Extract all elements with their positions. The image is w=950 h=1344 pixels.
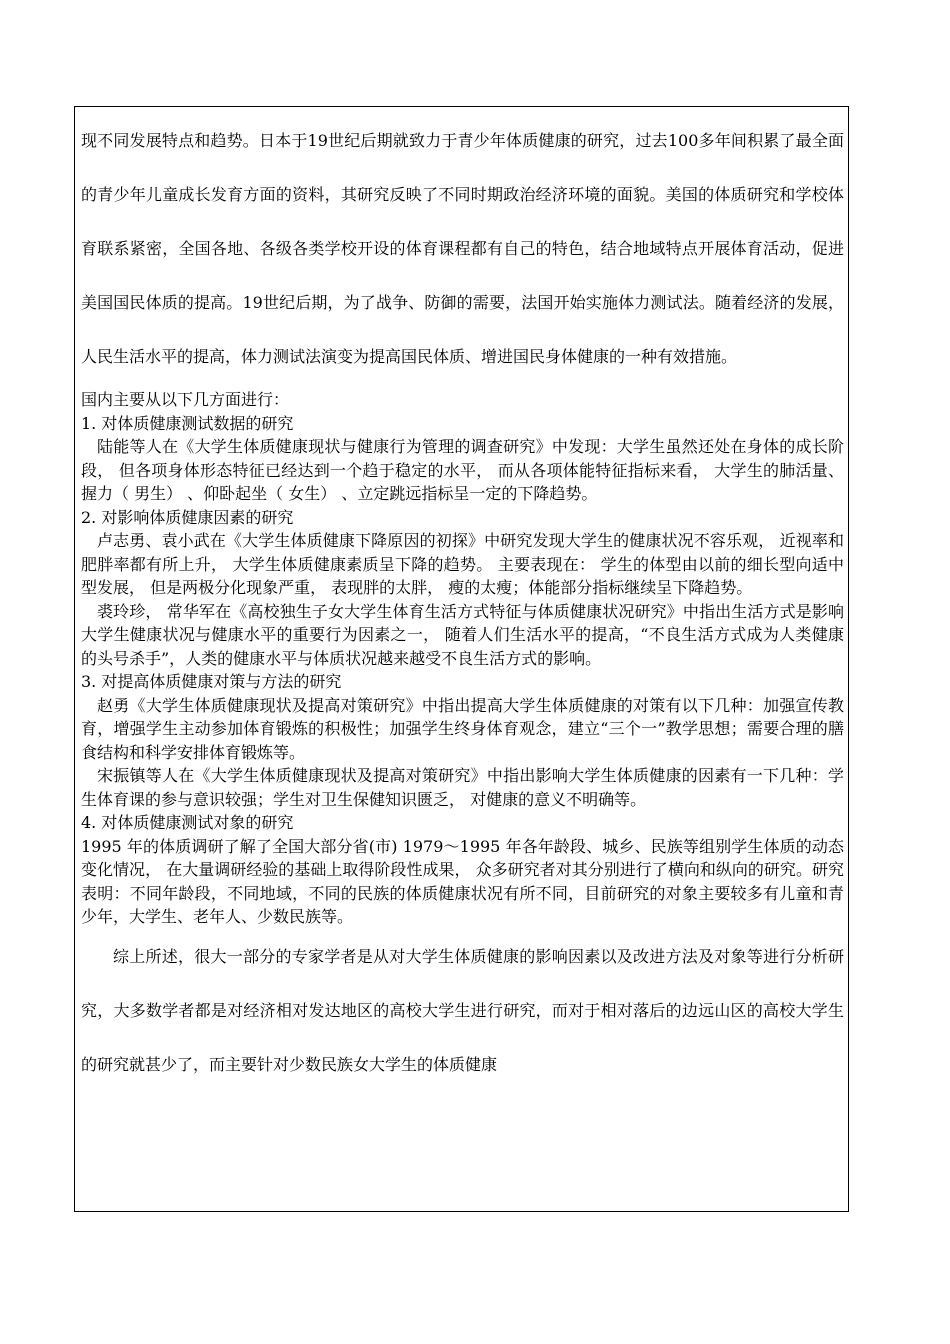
section-4-paragraph-1: 1995 年的体质调研了解了全国大部分省(市) 1979～1995 年各年龄段、城乡、民族等组别学生体质的动态变化情况， 在大量调研经验的基础上取得阶段性成果， 众多研究者对其分别进行了横向和纵向的研究。研究表明：不同年龄段，不同地域，不同的民族的体质健康状况有所不同，目前研究的对象主要较多有儿童和青少年，大学生、老年人、少数民族等。 <box>81 836 844 926</box>
section-1-paragraph-1: 陆能等人在《大学生体质健康现状与健康行为管理的调查研究》中发现：大学生虽然还处在身体的成长阶段， 但各项身体形态特征已经达到一个趋于稳定的水平， 而从各项体能特征指标来看， 大学生的肺活量、握力（ 男生） 、仰卧起坐（ 女生） 、立定跳远指标呈一定的下降趋势。 <box>81 437 844 503</box>
section-2-paragraph-1: 卢志勇、袁小武在《大学生体质健康下降原因的初探》中研究发现大学生的健康状况不容乐观， 近视率和肥胖率都有所上升， 大学生体质健康素质呈下降的趋势。 主要表现在： 学生的体型由以前的细长型向适中型发展， 但是两极分化现象严重， 表现胖的太胖， 瘦的太瘦；体能部分指标继续呈下降趋势。 <box>81 531 844 597</box>
domestic-intro: 国内主要从以下几方面进行： <box>81 390 290 409</box>
section-4-heading: 4. 对体质健康测试对象的研究 <box>81 813 294 832</box>
section-2-heading: 2. 对影响体质健康因素的研究 <box>81 507 294 527</box>
intro-paragraph: 现不同发展特点和趋势。日本于19世纪后期就致力于青少年体质健康的研究，过去100多年间积累了最全面的青少年儿童成长发育方面的资料，其研究反映了不同时期政治经济环境的面貌。美国的体质研究和学校体育联系紧密，全国各地、各级各类学校开设的体育课程都有自己的特色，结合地域特点开展体育活动，促进美国国民体质的提高。19世纪后期，为了战争、防御的需要，法国开始实施体力测试法。随着经济的发展，人民生活水平的提高，体力测试法演变为提高国民体质、增进国民身体健康的一种有效措施。 <box>81 131 844 366</box>
section-3-paragraph-1: 赵勇《大学生体质健康现状及提高对策研究》中指出提高大学生体质健康的对策有以下几种：加强宣传教育，增强学生主动参加体育锻炼的积极性；加强学生终身体育观念，建立“三个一”教学思想；需要合理的膳食结构和科学安排体育锻炼等。 <box>81 695 844 762</box>
section-3-paragraph-2: 宋振镇等人在《大学生体质健康现状及提高对策研究》中指出影响大学生体质健康的因素有一下几种：学生体育课的参与意识较强；学生对卫生保健知识匮乏， 对健康的意义不明确等。 <box>81 766 844 809</box>
section-2-paragraph-2: 裘玲珍， 常华军在《高校独生子女大学生体育生活方式特征与体质健康状况研究》中指出生活方式是影响大学生健康状况与健康水平的重要行为因素之一， 随着人们生活水平的提高，“不良生活方式成为人类健康的头号杀手”，人类的健康水平与体质状况越来越受不良生活方式的影响。 <box>81 601 844 668</box>
section-3-heading: 3. 对提高体质健康对策与方法的研究 <box>81 672 342 691</box>
summary-paragraph: 综上所述，很大一部分的专家学者是从对大学生体质健康的影响因素以及改进方法及对象等进行分析研究，大多数学者都是对经济相对发达地区的高校大学生进行研究，而对于相对落后的边远山区的高校大学生的研究就甚少了，而主要针对少数民族女大学生的体质健康 <box>81 946 844 1074</box>
section-1-heading: 1. 对体质健康测试数据的研究 <box>81 413 294 433</box>
document-table-cell <box>74 106 849 1212</box>
